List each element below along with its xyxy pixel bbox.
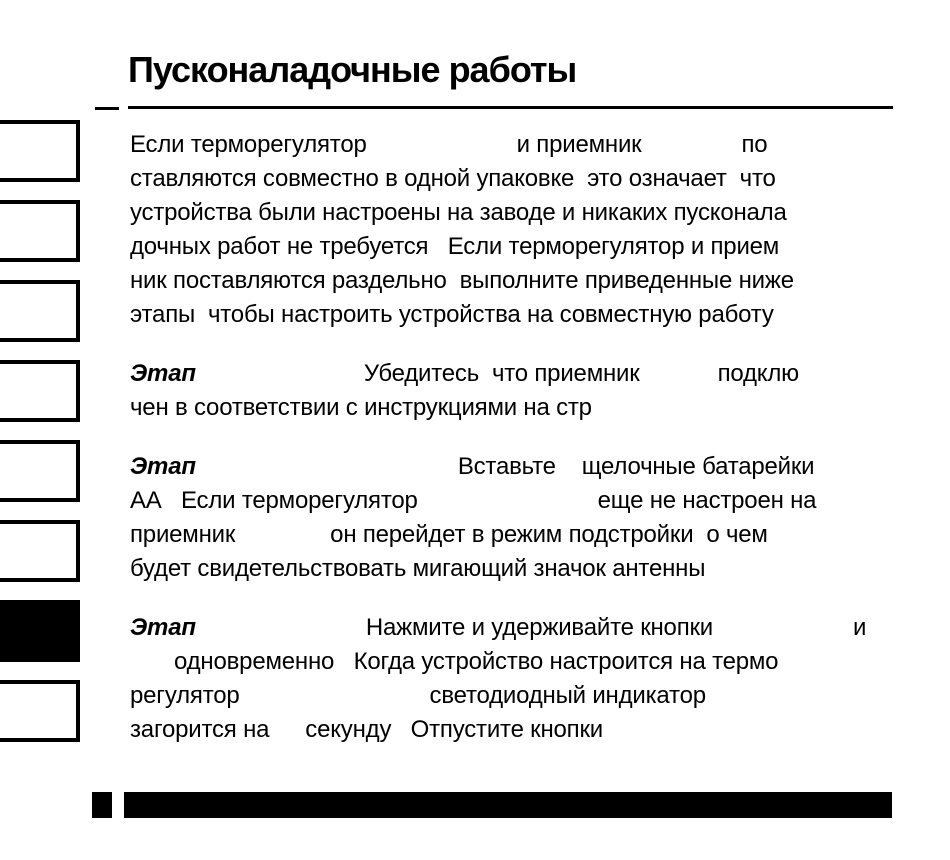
text-run: подклю: [717, 360, 799, 387]
text-run: и: [853, 614, 867, 641]
title-rule-dash: [95, 107, 119, 110]
text-run: устройства были настроены на заводе и никаких пусконала: [130, 199, 787, 226]
text-line: [130, 298, 880, 332]
text-line: [130, 264, 880, 298]
text-line: [130, 162, 880, 196]
text-line: [130, 230, 880, 264]
step-label: Этап: [130, 360, 196, 387]
text-run: по: [741, 131, 768, 158]
step-label: Этап: [130, 614, 196, 641]
text-run: щелочные батарейки: [581, 453, 815, 480]
text-line: [130, 611, 880, 645]
text-run: чен в соответствии с инструкциями на стр: [130, 394, 592, 421]
sidebar-tab-4: [0, 360, 80, 422]
intro-paragraph: [130, 128, 880, 332]
text-run: Если терморегулятор: [130, 131, 367, 158]
text-line: [130, 484, 880, 518]
text-run: секунду Отпустите кнопки: [305, 716, 603, 743]
redacted-gap: [641, 151, 741, 152]
footer-square-mark: [92, 792, 112, 818]
text-line: [130, 357, 880, 391]
text-run: АА Если терморегулятор: [130, 487, 418, 514]
text-run: приемник: [130, 521, 236, 548]
text-line: [130, 450, 880, 484]
redacted-gap: [269, 736, 305, 737]
redacted-gap: [240, 702, 430, 703]
text-line: [130, 679, 880, 713]
page-title: Пусконаладочные работы: [128, 49, 577, 90]
step-1-paragraph: [130, 357, 880, 425]
text-run: он перейдет в режим подстройки о чем: [330, 521, 768, 548]
step-2-paragraph: [130, 450, 880, 586]
text-run: дочных работ не требуется Если терморегулятор и прием: [130, 233, 780, 260]
text-run: Нажмите и удерживайте кнопки: [365, 614, 714, 641]
text-run: и приемник: [516, 131, 642, 158]
text-run: ставляются совместно в одной упаковке это означает что: [130, 165, 776, 192]
text-line: [130, 645, 880, 679]
sidebar-tab-8: [0, 680, 80, 742]
text-run: одновременно Когда устройство настроится на термо: [174, 648, 779, 675]
sidebar-tabs: [0, 0, 100, 860]
text-run: светодиодный индикатор: [429, 682, 706, 709]
redacted-gap: [418, 507, 598, 508]
text-line: [130, 713, 880, 747]
redacted-gap: [196, 473, 458, 474]
body-text: [130, 128, 880, 772]
text-run: Убедитесь что приемник: [363, 360, 640, 387]
text-run: загорится на: [130, 716, 270, 743]
step-label: Этап: [130, 453, 196, 480]
text-run: этапы чтобы настроить устройства на совместную работу: [130, 301, 774, 328]
text-line: [130, 552, 880, 586]
sidebar-tab-6: [0, 520, 80, 582]
text-run: регулятор: [130, 682, 240, 709]
text-line: [130, 518, 880, 552]
footer-bar: [124, 792, 892, 818]
sidebar-tab-3: [0, 280, 80, 342]
text-line: [130, 391, 880, 425]
redacted-gap: [196, 380, 364, 381]
sidebar-tab-2: [0, 200, 80, 262]
redacted-gap: [367, 151, 517, 152]
sidebar-tab-1: [0, 120, 80, 182]
text-run: будет свидетельствовать мигающий значок антенны: [130, 555, 706, 582]
text-line: [130, 196, 880, 230]
text-run: ник поставляются раздельно выполните приведенные ниже: [130, 267, 794, 294]
sidebar-tab-5: [0, 440, 80, 502]
step-3-paragraph: [130, 611, 880, 747]
redacted-gap: [556, 473, 582, 474]
text-run: еще не настроен на: [597, 487, 817, 514]
text-run: Вставьте: [457, 453, 556, 480]
redacted-gap: [713, 634, 853, 635]
redacted-gap: [640, 380, 718, 381]
redacted-gap: [235, 541, 330, 542]
sidebar-tab-7-active: [0, 600, 80, 662]
title-rule: [128, 106, 893, 109]
redacted-gap: [130, 668, 174, 669]
text-line: [130, 128, 880, 162]
redacted-gap: [196, 634, 366, 635]
